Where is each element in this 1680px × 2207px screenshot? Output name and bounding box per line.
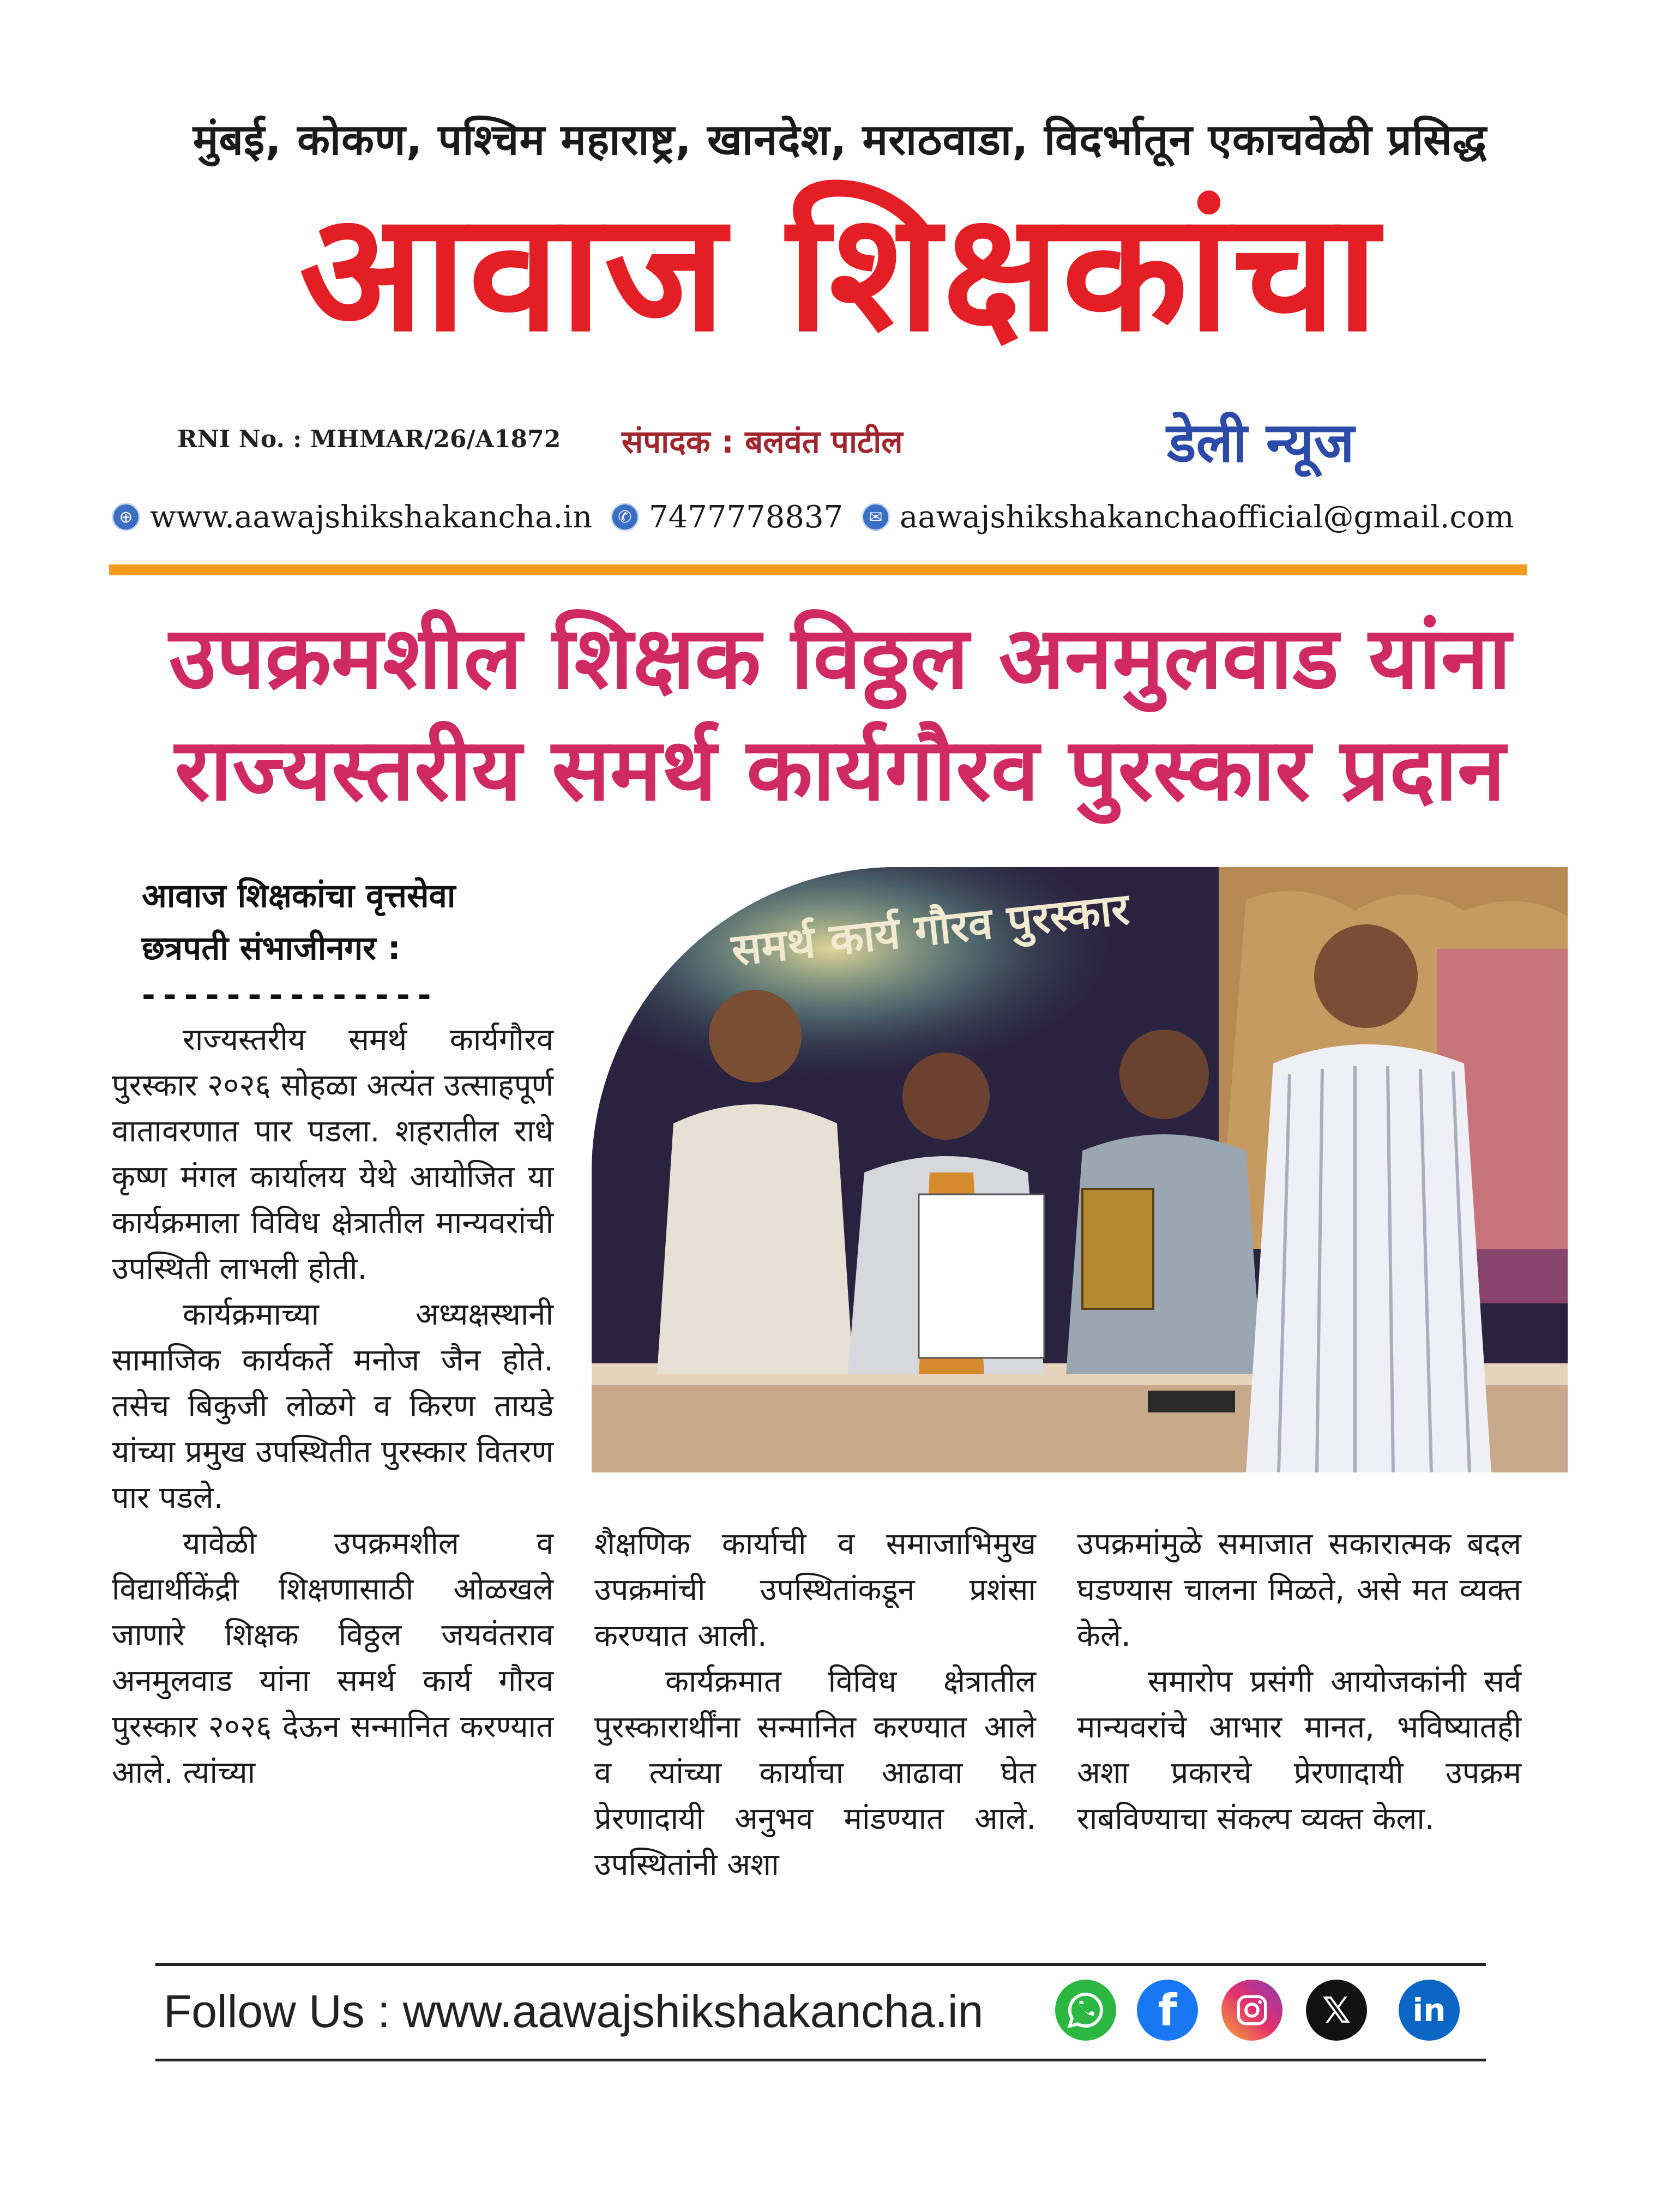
col1-paragraph-2: कार्यक्रमाच्या अध्यक्षस्थानी सामाजिक कार्यकर्ते मनोज जैन होते. तसेच बिकुजी लोळगे व किरण तायडे यांच्या प्रमुख उपस्थितीत पुरस्कार वितरण पार पडले.: [112, 1297, 553, 1516]
facebook-icon[interactable]: f: [1137, 1980, 1198, 2041]
article-column-2: [594, 1522, 1036, 1888]
award-ceremony-photo: [592, 867, 1568, 1472]
website-contact[interactable]: [112, 495, 592, 539]
headline-line-1: उपक्रमशील शिक्षक विठ्ठल अनमुलवाड यांना: [168, 608, 1512, 708]
dateline: [142, 870, 455, 975]
phone-icon: ✆: [611, 503, 639, 531]
linkedin-icon[interactable]: in: [1399, 1980, 1460, 2041]
tagline: मुंबई, कोकण, पश्चिम महाराष्ट्र, खानदेश, मराठवाडा, विदर्भातून एकाचवेळी प्रसिद्ध: [192, 116, 1488, 165]
email-icon: ✉: [862, 503, 890, 531]
globe-icon: ⊕: [112, 503, 140, 531]
editor-name: संपादक : बलवंत पाटील: [622, 423, 903, 460]
dateline-dashes: --------------: [142, 976, 439, 1014]
headline-line-2: राज्यस्तरीय समर्थ कार्यगौरव पुरस्कार प्रदान: [174, 720, 1506, 821]
footer-divider-bottom: [155, 2059, 1486, 2061]
follow-us-link[interactable]: Follow Us : www.aawajshikshakancha.in: [164, 1986, 984, 2037]
photo-banner-text: समर्थ कार्य गौरव पुरस्कार: [729, 883, 1132, 976]
col2-paragraph-1: शैक्षणिक कार्याची व समाजाभिमुख उपक्रमांची उपस्थितांकडून प्रशंसा करण्यात आली.: [594, 1526, 1036, 1653]
headline: [82, 603, 1598, 827]
col3-paragraph-2: समारोप प्रसंगी आयोजकांनी सर्व मान्यवरांचे आभार मानत, भविष्यातही अशा प्रकारचे प्रेरणादायी उपक्रम राबविण्याचा संकल्प व्यक्त केला.: [1077, 1664, 1521, 1837]
footer-divider-top: [155, 1963, 1486, 1966]
instagram-icon[interactable]: [1221, 1980, 1282, 2041]
email-contact[interactable]: [862, 495, 1514, 539]
x-icon[interactable]: 𝕏: [1306, 1980, 1367, 2041]
col2-paragraph-2: कार्यक्रमात विविध क्षेत्रातील पुरस्कारार्थींना सन्मानित करण्यात आले व त्यांच्या कार्याचा आढावा घेत प्रेरणादायी अनुभव मांडण्यात आले. उपस्थितांनी अशा: [594, 1664, 1036, 1883]
dateline-place: छत्रपती संभाजीनगर :: [142, 929, 401, 967]
article-column-1: [112, 1017, 553, 1796]
email-text: aawajshikshakanchaofficial@gmail.com: [900, 499, 1514, 535]
phone-text: 7477778837: [649, 499, 844, 535]
news-agency: आवाज शिक्षकांचा वृत्तसेवा: [142, 877, 456, 915]
photo-illustration: [592, 867, 1568, 1472]
daily-news-label: डेली न्यूज: [1167, 411, 1354, 474]
col3-paragraph-1: उपक्रमांमुळे समाजात सकारात्मक बदल घडण्यास चालना मिळते, असे मत व्यक्त केले.: [1077, 1526, 1521, 1653]
col1-paragraph-3: यावेळी उपक्रमशील व विद्यार्थीकेंद्री शिक्षणासाठी ओळखले जाणारे शिक्षक विठ्ठल जयवंतराव अनमुलवाड यांना समर्थ कार्य गौरव पुरस्कार २०२६ देऊन सन्मानित करण्यात आले. त्यांच्या: [112, 1526, 553, 1790]
header-divider: [109, 564, 1527, 575]
website-text: www.aawajshikshakancha.in: [150, 499, 593, 535]
col1-paragraph-1: राज्यस्तरीय समर्थ कार्यगौरव पुरस्कार २०२६ सोहळा अत्यंत उत्साहपूर्ण वातावरणात पार पडला. शहरातील राधे कृष्ण मंगल कार्यालय येथे आयोजित या कार्यक्रमाला विविध क्षेत्रातील मान्यवरांची उपस्थिती लाभली होती.: [112, 1022, 553, 1286]
rni-number: RNI No. : MHMAR/26/A1872: [177, 425, 561, 453]
article-column-3: [1077, 1522, 1521, 1842]
whatsapp-icon[interactable]: [1055, 1980, 1116, 2041]
masthead-title: आवाज शिक्षकांचा: [299, 177, 1381, 368]
phone-contact[interactable]: [611, 495, 843, 539]
